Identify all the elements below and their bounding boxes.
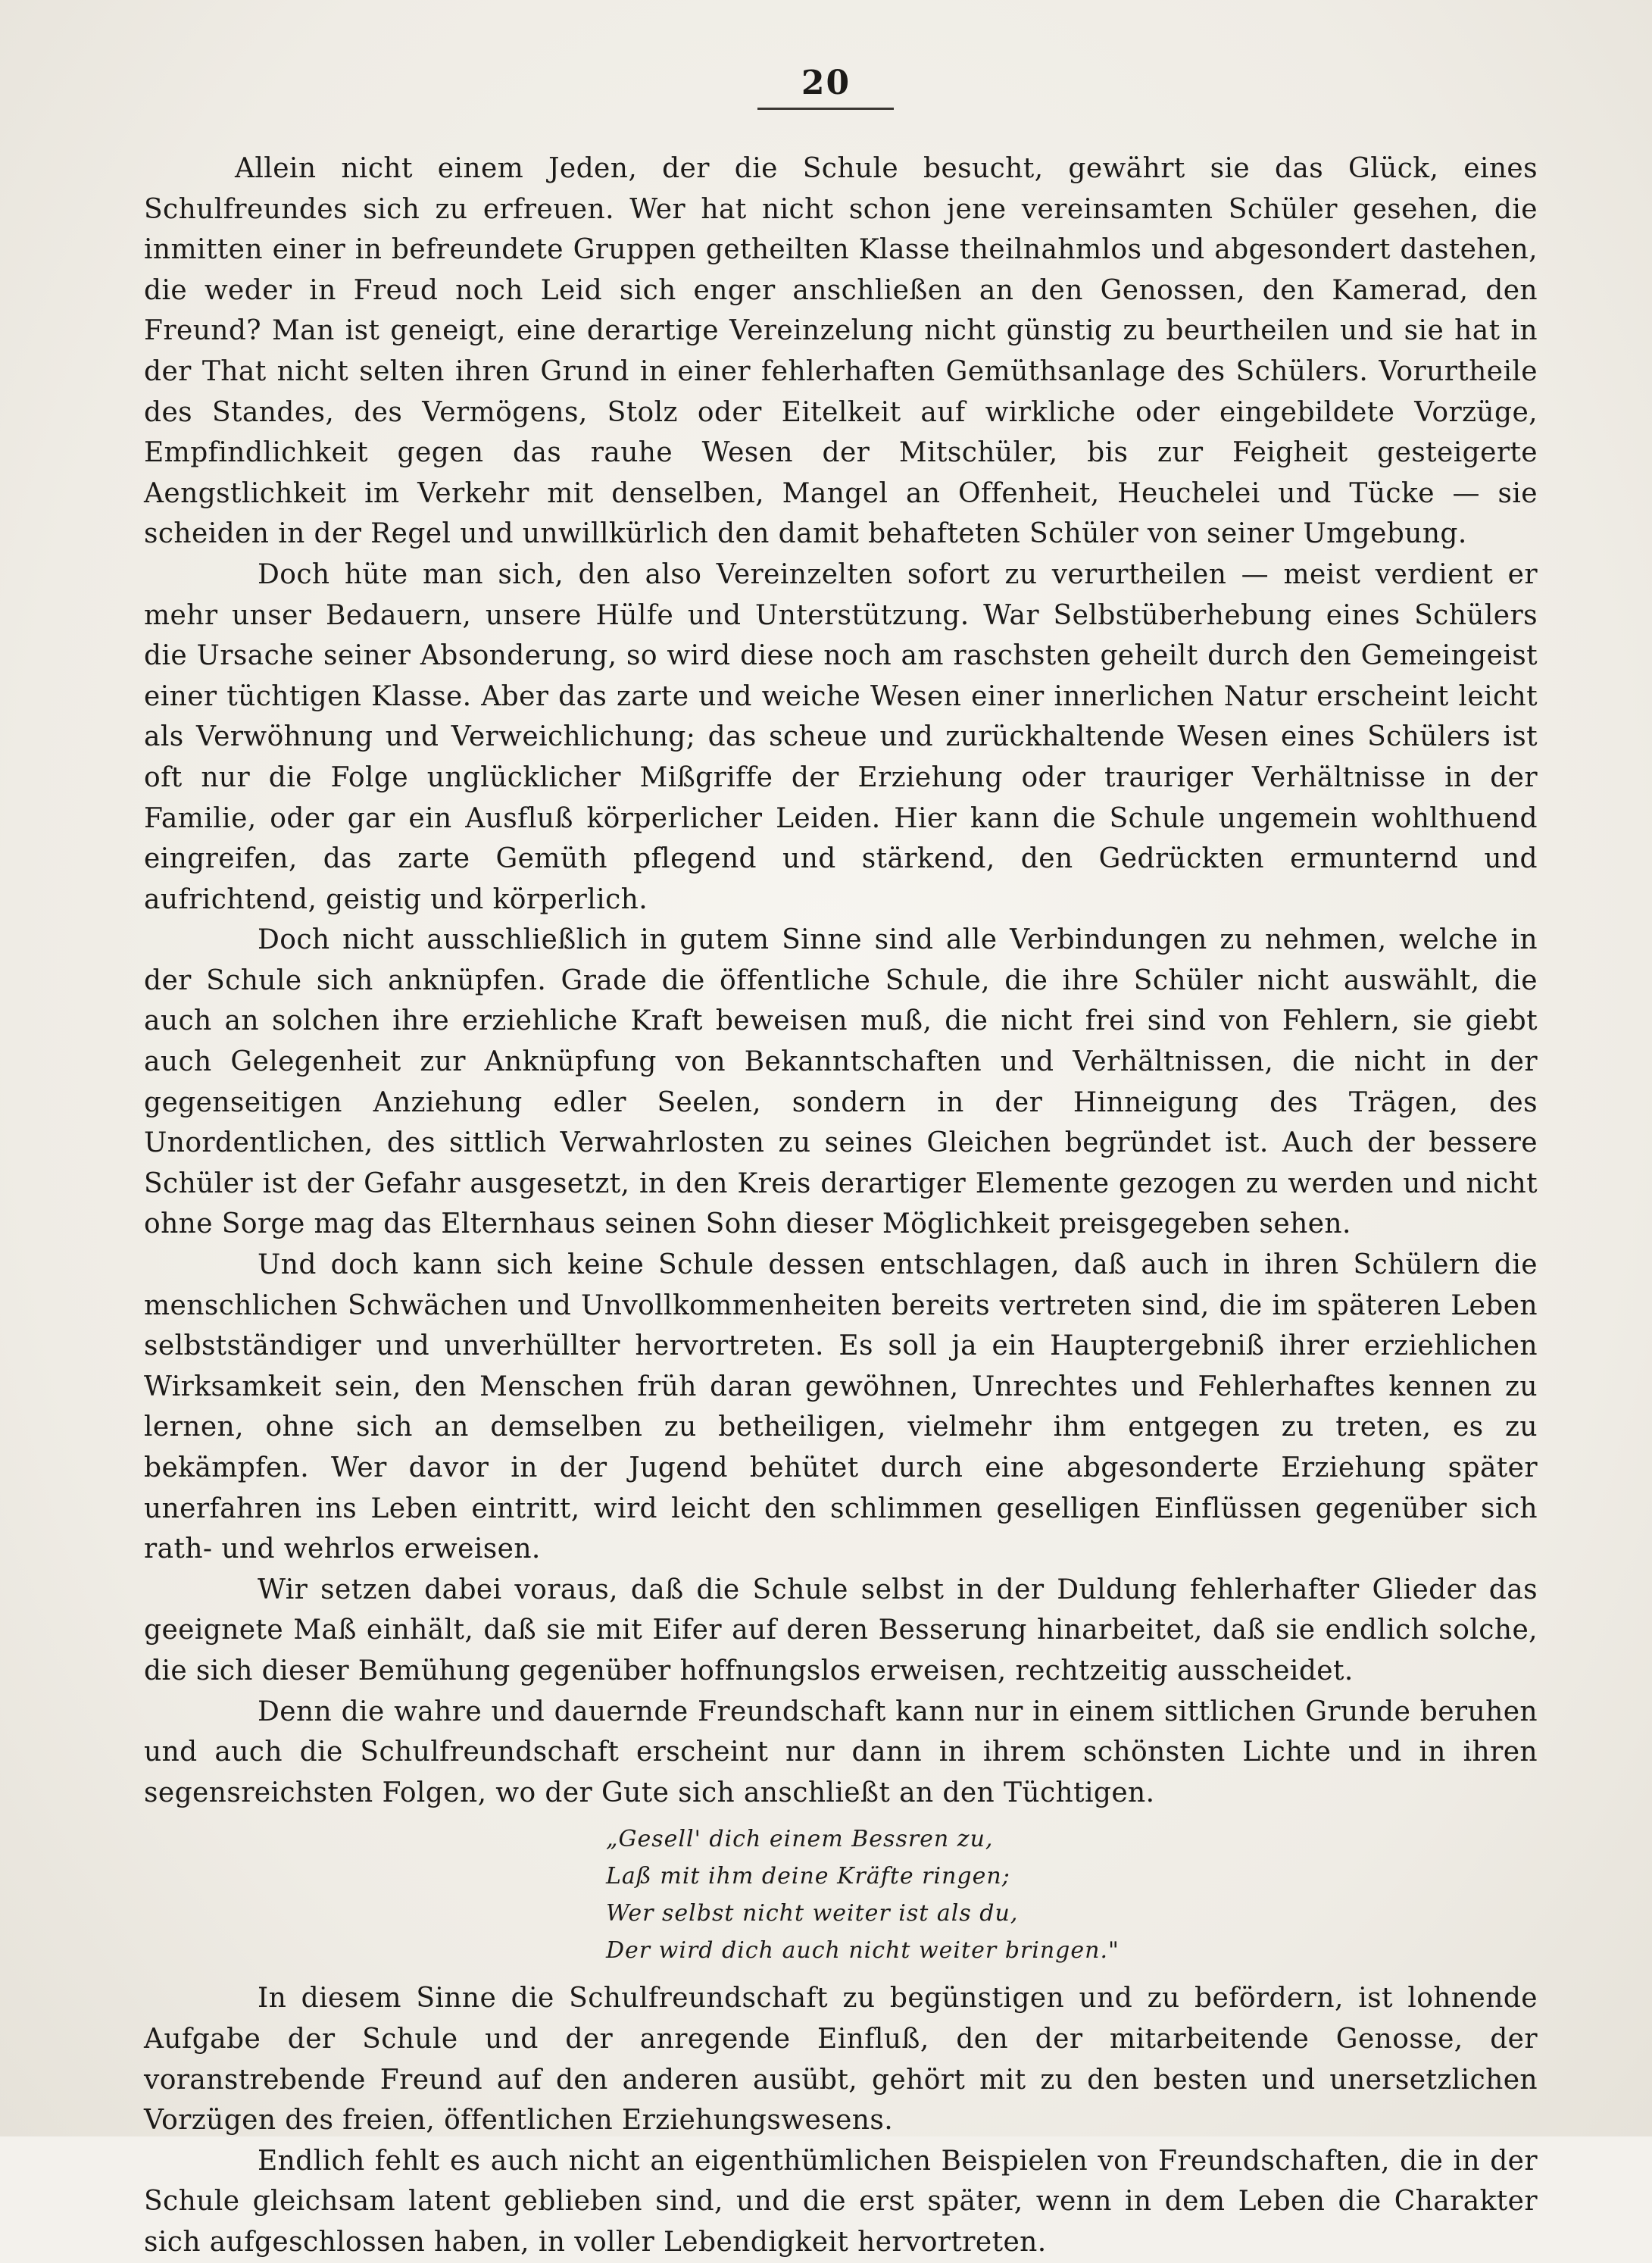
poem-quote <box>606 1821 1538 1969</box>
poem-line: „Gesell' dich einem Bessren zu, <box>606 1826 994 1853</box>
poem-line: Laß mit ihm deine Kräfte ringen; <box>606 1863 1010 1890</box>
poem-line: Der wird dich auch nicht weiter bringen." <box>606 1937 1120 1964</box>
paragraph: Wir setzen dabei voraus, daß die Schule selbst in der Duldung fehlerhafter Glieder das geeignete Maß einhält, daß sie mit Eifer auf deren Besserung hinarbeitet, daß sie endlich solche, die sich dieser Bemühung gegenüber hoffnungslos erweisen, rechtzeitig ausscheidet. <box>144 1574 1538 1686</box>
poem-line: Wer selbst nicht weiter ist als du, <box>606 1900 1019 1927</box>
paragraph: Endlich fehlt es auch nicht an eigenthümlichen Beispielen von Freundschaften, die in der Schule gleichsam latent geblieben sind, und die erst später, wenn in dem Leben die Charakter sich aufgeschlossen haben, in voller Lebendigkeit hervortreten. <box>144 2145 1538 2258</box>
paragraph: Denn die wahre und dauernde Freundschaft kann nur in einem sittlichen Grunde beruhen und auch die Schulfreundschaft erscheint nur dann in ihrem schönsten Lichte und in ihren segensreichsten Folgen, wo der Gute sich anschließt an den Tüchtigen. <box>144 1696 1538 1808</box>
body-text <box>144 148 1538 2263</box>
page-number: 20 <box>801 64 851 102</box>
paragraph: Doch hüte man sich, den also Vereinzelten sofort zu verurtheilen — meist verdient er mehr unser Bedauern, unsere Hülfe und Unterstützung. War Selbstüberhebung eines Schülers die Ursache seiner Absonderung, so wird diese noch am raschsten geheilt durch den Gemeingeist einer tüchtigen Klasse. Aber das zarte und weiche Wesen einer innerlichen Natur erscheint leicht als Verwöhnung und Verweichlichung; das scheue und zurückhaltende Wesen eines Schülers ist oft nur die Folge unglücklicher Mißgriffe der Erziehung oder trauriger Verhältnisse in der Familie, oder gar ein Ausfluß körperlicher Leiden. Hier kann die Schule ungemein wohlthuend eingreifen, das zarte Gemüth pflegend und stärkend, den Gedrückten ermunternd und aufrichtend, geistig und körperlich. <box>144 558 1538 915</box>
header-rule <box>757 108 894 110</box>
paragraph: In diesem Sinne die Schulfreundschaft zu begünstigen und zu befördern, ist lohnende Aufgabe der Schule und der anregende Einfluß, den der mitarbeitende Genosse, der voranstrebende Freund auf den anderen ausübt, gehört mit zu den besten und unersetzlichen Vorzügen des freien, öffentlichen Erziehungswesens. <box>144 1983 1538 2136</box>
paragraph: Allein nicht einem Jeden, der die Schule besucht, gewährt sie das Glück, eines Schulfreundes sich zu erfreuen. Wer hat nicht schon jene vereinsamten Schüler gesehen, die inmitten einer in befreundete Gruppen getheilten Klasse theilnahmlos und abgesondert dastehen, die weder in Freud noch Leid sich enger anschließen an den Genossen, den Kamerad, den Freund? Man ist geneigt, eine derartige Vereinzelung nicht günstig zu beurtheilen und sie hat in der That nicht selten ihren Grund in einer fehlerhaften Gemüthsanlage des Schülers. Vorurtheile des Standes, des Vermögens, Stolz oder Eitelkeit auf wirkliche oder eingebildete Vorzüge, Empfindlichkeit gegen das rauhe Wesen der Mitschüler, bis zur Feigheit gesteigerte Aengstlichkeit im Verkehr mit denselben, Mangel an Offenheit, Heuchelei und Tücke — sie scheiden in der Regel und unwillkürlich den damit behafteten Schüler von seiner Umgebung. <box>144 153 1538 550</box>
paragraph: Doch nicht ausschließlich in gutem Sinne sind alle Verbindungen zu nehmen, welche in der Schule sich anknüpfen. Grade die öffentliche Schule, die ihre Schüler nicht auswählt, die auch an solchen ihre erziehliche Kraft beweisen muß, die nicht frei sind von Fehlern, sie giebt auch Gelegenheit zur Anknüpfung von Bekanntschaften und Verhältnissen, die nicht in der gegenseitigen Anziehung edler Seelen, sondern in der Hinneigung des Trägen, des Unordentlichen, des sittlich Verwahrlosten zu seines Gleichen begründet ist. Auch der bessere Schüler ist der Gefahr ausgesetzt, in den Kreis derartiger Elemente gezogen zu werden und nicht ohne Sorge mag das Elternhaus seinen Sohn dieser Möglichkeit preisgegeben sehen. <box>144 924 1538 1240</box>
paragraph: Und doch kann sich keine Schule dessen entschlagen, daß auch in ihren Schülern die menschlichen Schwächen und Unvollkommenheiten bereits vertreten sind, die im späteren Leben selbstständiger und unverhüllter hervortreten. Es soll ja ein Hauptergebniß ihrer erziehlichen Wirksamkeit sein, den Menschen früh daran gewöhnen, Unrechtes und Fehlerhaftes kennen zu lernen, ohne sich an demselben zu betheiligen, vielmehr ihm entgegen zu treten, es zu bekämpfen. Wer davor in der Jugend behütet durch eine abgesonderte Erziehung später unerfahren ins Leben eintritt, wird leicht den schlimmen geselligen Einflüssen gegenüber sich rath- und wehrlos erweisen. <box>144 1249 1538 1565</box>
